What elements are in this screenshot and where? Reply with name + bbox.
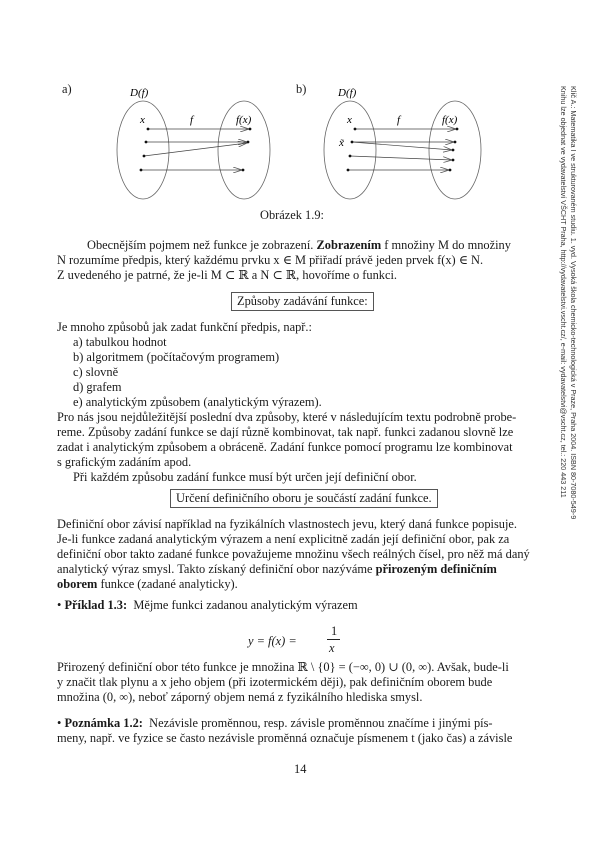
panel-a-diagram (117, 87, 270, 199)
list-intro: Je mnoho způsobů jak zadat funkční předpis, např.: (57, 320, 312, 334)
formula-numerator: 1 (331, 624, 338, 638)
fx-label-b: f(x) (442, 114, 458, 126)
list-item: a) tabulkou hodnot (73, 335, 167, 349)
page-number: 14 (294, 762, 307, 776)
f-label-b: f (397, 114, 401, 126)
note-label: Poznámka 1.2: (64, 716, 143, 730)
x-label-a: x (140, 114, 145, 126)
para3-line4: analytický výraz smysl. Takto získaný definiční obor nazýváme přirozeným definičním (57, 562, 497, 576)
example-line3: množina (0, ∞), neboť záporný objem nemá z fyzikálního hlediska smysl. (57, 690, 423, 704)
panel-b-label: b) (296, 82, 307, 96)
panel-a-label: a) (62, 82, 72, 96)
list-item: d) grafem (73, 380, 122, 394)
formula-lhs: y = f(x) = (248, 634, 297, 648)
domain-label-b: D(f) (338, 87, 357, 99)
x-label-b: x (347, 114, 352, 126)
figure-caption: Obrázek 1.9: (260, 208, 324, 222)
example-label: Příklad 1.3: (64, 598, 128, 612)
para2-line1: Pro nás jsou nejdůležitější poslední dva způsoby, které v následujícím textu podrobně probe- (57, 410, 517, 424)
para3-line1: Definiční obor závisí například na fyzikálních vlastnostech jevu, který daná funkce popisuje. (57, 517, 518, 531)
bullet-icon: • (57, 716, 62, 730)
para2-line5: Při každém způsobu zadání funkce musí být určen její definiční obor. (73, 470, 417, 484)
para1-line2: N rozumíme předpis, který každému prvku x ∈ M přiřadí právě jeden prvek f(x) ∈ N. (57, 253, 484, 267)
side-note-line2: Knihu lze objednat ve vydavatelství VŠCHT Praha, http://vydavatelstvi.vscht.cz/, e-mail: vydavatelstvi@vscht.cz, tel.: 220 443 211 (559, 86, 568, 498)
list-item: e) analytickým způsobem (analytickým výrazem). (73, 395, 322, 409)
term-zobrazenim: Zobrazením (316, 238, 382, 252)
para2-line3: zadat i analytickým způsobem a obráceně. Zadání funkce pomocí programu lze kombinovat (57, 440, 513, 454)
example-line1: Přirozený definiční obor této funkce je množina ℝ \ {0} = (−∞, 0) ∪ (0, ∞). Avšak, bude-li (57, 660, 509, 674)
fraction-bar (327, 639, 340, 640)
fx-label-a: f(x) (236, 114, 252, 126)
list-item: c) slovně (73, 365, 119, 379)
boxed-heading-zpusoby: Způsoby zadávání funkce: (231, 292, 374, 311)
note-line1: • Poznámka 1.2: Nezávisle proměnnou, resp. závisle proměnnou značíme i jinými pís- (57, 716, 493, 730)
para2-line2: reme. Způsoby zadání funkce se dají různě kombinovat, tak např. funkci zadanou slovně lze (57, 425, 514, 439)
para2-line4: s grafickým zadáním apod. (57, 455, 192, 469)
para3-line5: oborem funkce (zadané analyticky). (57, 577, 238, 591)
example-line2: y značit tlak plynu a x jeho objem (při izotermickém ději), pak definičním oborem bude (57, 675, 493, 689)
para3-line2: Je-li funkce zadaná analytickým výrazem a není explicitně zadán její definiční obor, pak za (57, 532, 510, 546)
x-tilde-label-b: x̃ (339, 137, 344, 149)
note-line2: meny, např. ve fyzice se často nezávisle proměnná označuje písmenem t (jako čas) a závisle (57, 731, 513, 745)
f-label-a: f (190, 114, 194, 126)
domain-label-a: D(f) (130, 87, 149, 99)
formula-denominator: x (329, 641, 335, 655)
panel-b-diagram (324, 87, 481, 199)
para3-line3: definiční obor takto zadané funkce považujeme množinu všech reálných čísel, pro něž má daný (57, 547, 530, 561)
side-note-line1: Klíč A.: Matematika I ve strukturovaném studiu. 1. vyd. Vysoká škola chemicko-technologická v Praze, Praha 2004. ISBN 80-7080-549-9 (569, 86, 578, 520)
figure-mapping-diagram (0, 0, 600, 240)
list-item: b) algoritmem (počítačovým programem) (73, 350, 280, 364)
boxed-statement-definicni-obor: Určení definičního oboru je součástí zadání funkce. (170, 489, 438, 508)
bullet-icon: • (57, 598, 62, 612)
term-prirozeny-definicni-obor: přirozeným definičním (375, 562, 497, 576)
para1-line3: Z uvedeného je patrné, že je-li M ⊂ ℝ a N ⊂ ℝ, hovoříme o funkci. (57, 268, 398, 282)
example-heading: • Příklad 1.3: Mějme funkci zadanou analytickým výrazem (57, 598, 358, 612)
para1-line1: Obecnějším pojmem než funkce je zobrazení. Zobrazením f množiny M do množiny (87, 238, 511, 252)
